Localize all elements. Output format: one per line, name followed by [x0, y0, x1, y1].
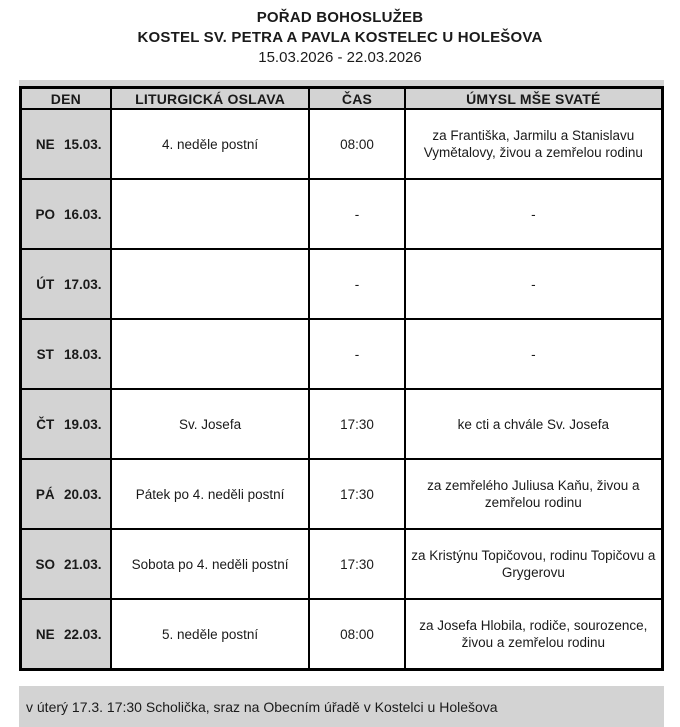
day-date: 17.03. [63, 276, 102, 292]
celebration-cell: Pátek po 4. neděli postní [111, 459, 310, 529]
day-cell [21, 459, 111, 529]
day-date: 20.03. [63, 486, 102, 502]
day-abbr: PO [35, 206, 55, 222]
day-date: 18.03. [63, 346, 102, 362]
intention-cell: za zemřelého Juliusa Kaňu, živou a zemřelou rodinu [405, 459, 663, 529]
title-block [0, 0, 680, 68]
intention-cell: za Josefa Hlobila, rodiče, sourozence, živou a zemřelou rodinu [405, 599, 663, 670]
day-abbr: NE [35, 626, 55, 642]
church-name: KOSTEL SV. PETRA A PAVLA KOSTELEC U HOLEŠOVA [137, 29, 543, 46]
table-row [21, 599, 663, 670]
header-cell-liturgicka-oslava: LITURGICKÁ OSLAVA [111, 88, 310, 110]
celebration-cell [111, 179, 310, 249]
time-cell: - [309, 319, 404, 389]
intention-cell: ke cti a chvále Sv. Josefa [405, 389, 663, 459]
date-range: 15.03.2026 - 22.03.2026 [258, 49, 422, 66]
header-cell-umysl-mse-svate: ÚMYSL MŠE SVATÉ [405, 88, 663, 110]
day-cell [21, 599, 111, 670]
celebration-cell: 5. neděle postní [111, 599, 310, 670]
page-title: POŘAD BOHOSLUŽEB [256, 9, 424, 26]
table-row [21, 109, 663, 179]
table-row [21, 389, 663, 459]
time-cell: 08:00 [309, 109, 404, 179]
day-cell [21, 109, 111, 179]
table-row [21, 459, 663, 529]
time-cell: 17:30 [309, 389, 404, 459]
day-cell [21, 179, 111, 249]
intention-cell: - [405, 249, 663, 319]
time-cell: 17:30 [309, 459, 404, 529]
day-cell [21, 389, 111, 459]
day-cell [21, 249, 111, 319]
day-date: 19.03. [63, 416, 102, 432]
day-abbr: NE [35, 136, 55, 152]
header-row [21, 88, 663, 110]
schedule-table [19, 86, 664, 671]
day-abbr: PÁ [35, 486, 55, 502]
celebration-cell: 4. neděle postní [111, 109, 310, 179]
day-cell [21, 319, 111, 389]
intention-cell: za Františka, Jarmilu a Stanislavu Vymětalovy, živou a zemřelou rodinu [405, 109, 663, 179]
day-abbr: SO [35, 556, 55, 572]
day-date: 16.03. [63, 206, 102, 222]
intention-cell: - [405, 319, 663, 389]
celebration-cell: Sobota po 4. neděli postní [111, 529, 310, 599]
table-row [21, 179, 663, 249]
footer-note-text: v úterý 17.3. 17:30 Scholička, sraz na Obecním úřadě v Kostelci u Holešova [26, 698, 498, 715]
table-row [21, 529, 663, 599]
time-cell: 08:00 [309, 599, 404, 670]
day-abbr: ÚT [36, 276, 55, 292]
celebration-cell [111, 249, 310, 319]
time-cell: - [309, 179, 404, 249]
celebration-cell: Sv. Josefa [111, 389, 310, 459]
day-date: 22.03. [63, 626, 102, 642]
day-cell [21, 529, 111, 599]
day-date: 21.03. [63, 556, 102, 572]
time-cell: - [309, 249, 404, 319]
time-cell: 17:30 [309, 529, 404, 599]
table-row [21, 319, 663, 389]
footer-note-bar [19, 686, 664, 727]
intention-cell: - [405, 179, 663, 249]
intention-cell: za Kristýnu Topičovou, rodinu Topičovu a Grygerovu [405, 529, 663, 599]
header-cell-den: DEN [21, 88, 111, 110]
day-abbr: ČT [36, 416, 55, 432]
day-abbr: ST [36, 346, 54, 362]
celebration-cell [111, 319, 310, 389]
table-row [21, 249, 663, 319]
header-cell-cas: ČAS [309, 88, 404, 110]
day-date: 15.03. [63, 136, 102, 152]
